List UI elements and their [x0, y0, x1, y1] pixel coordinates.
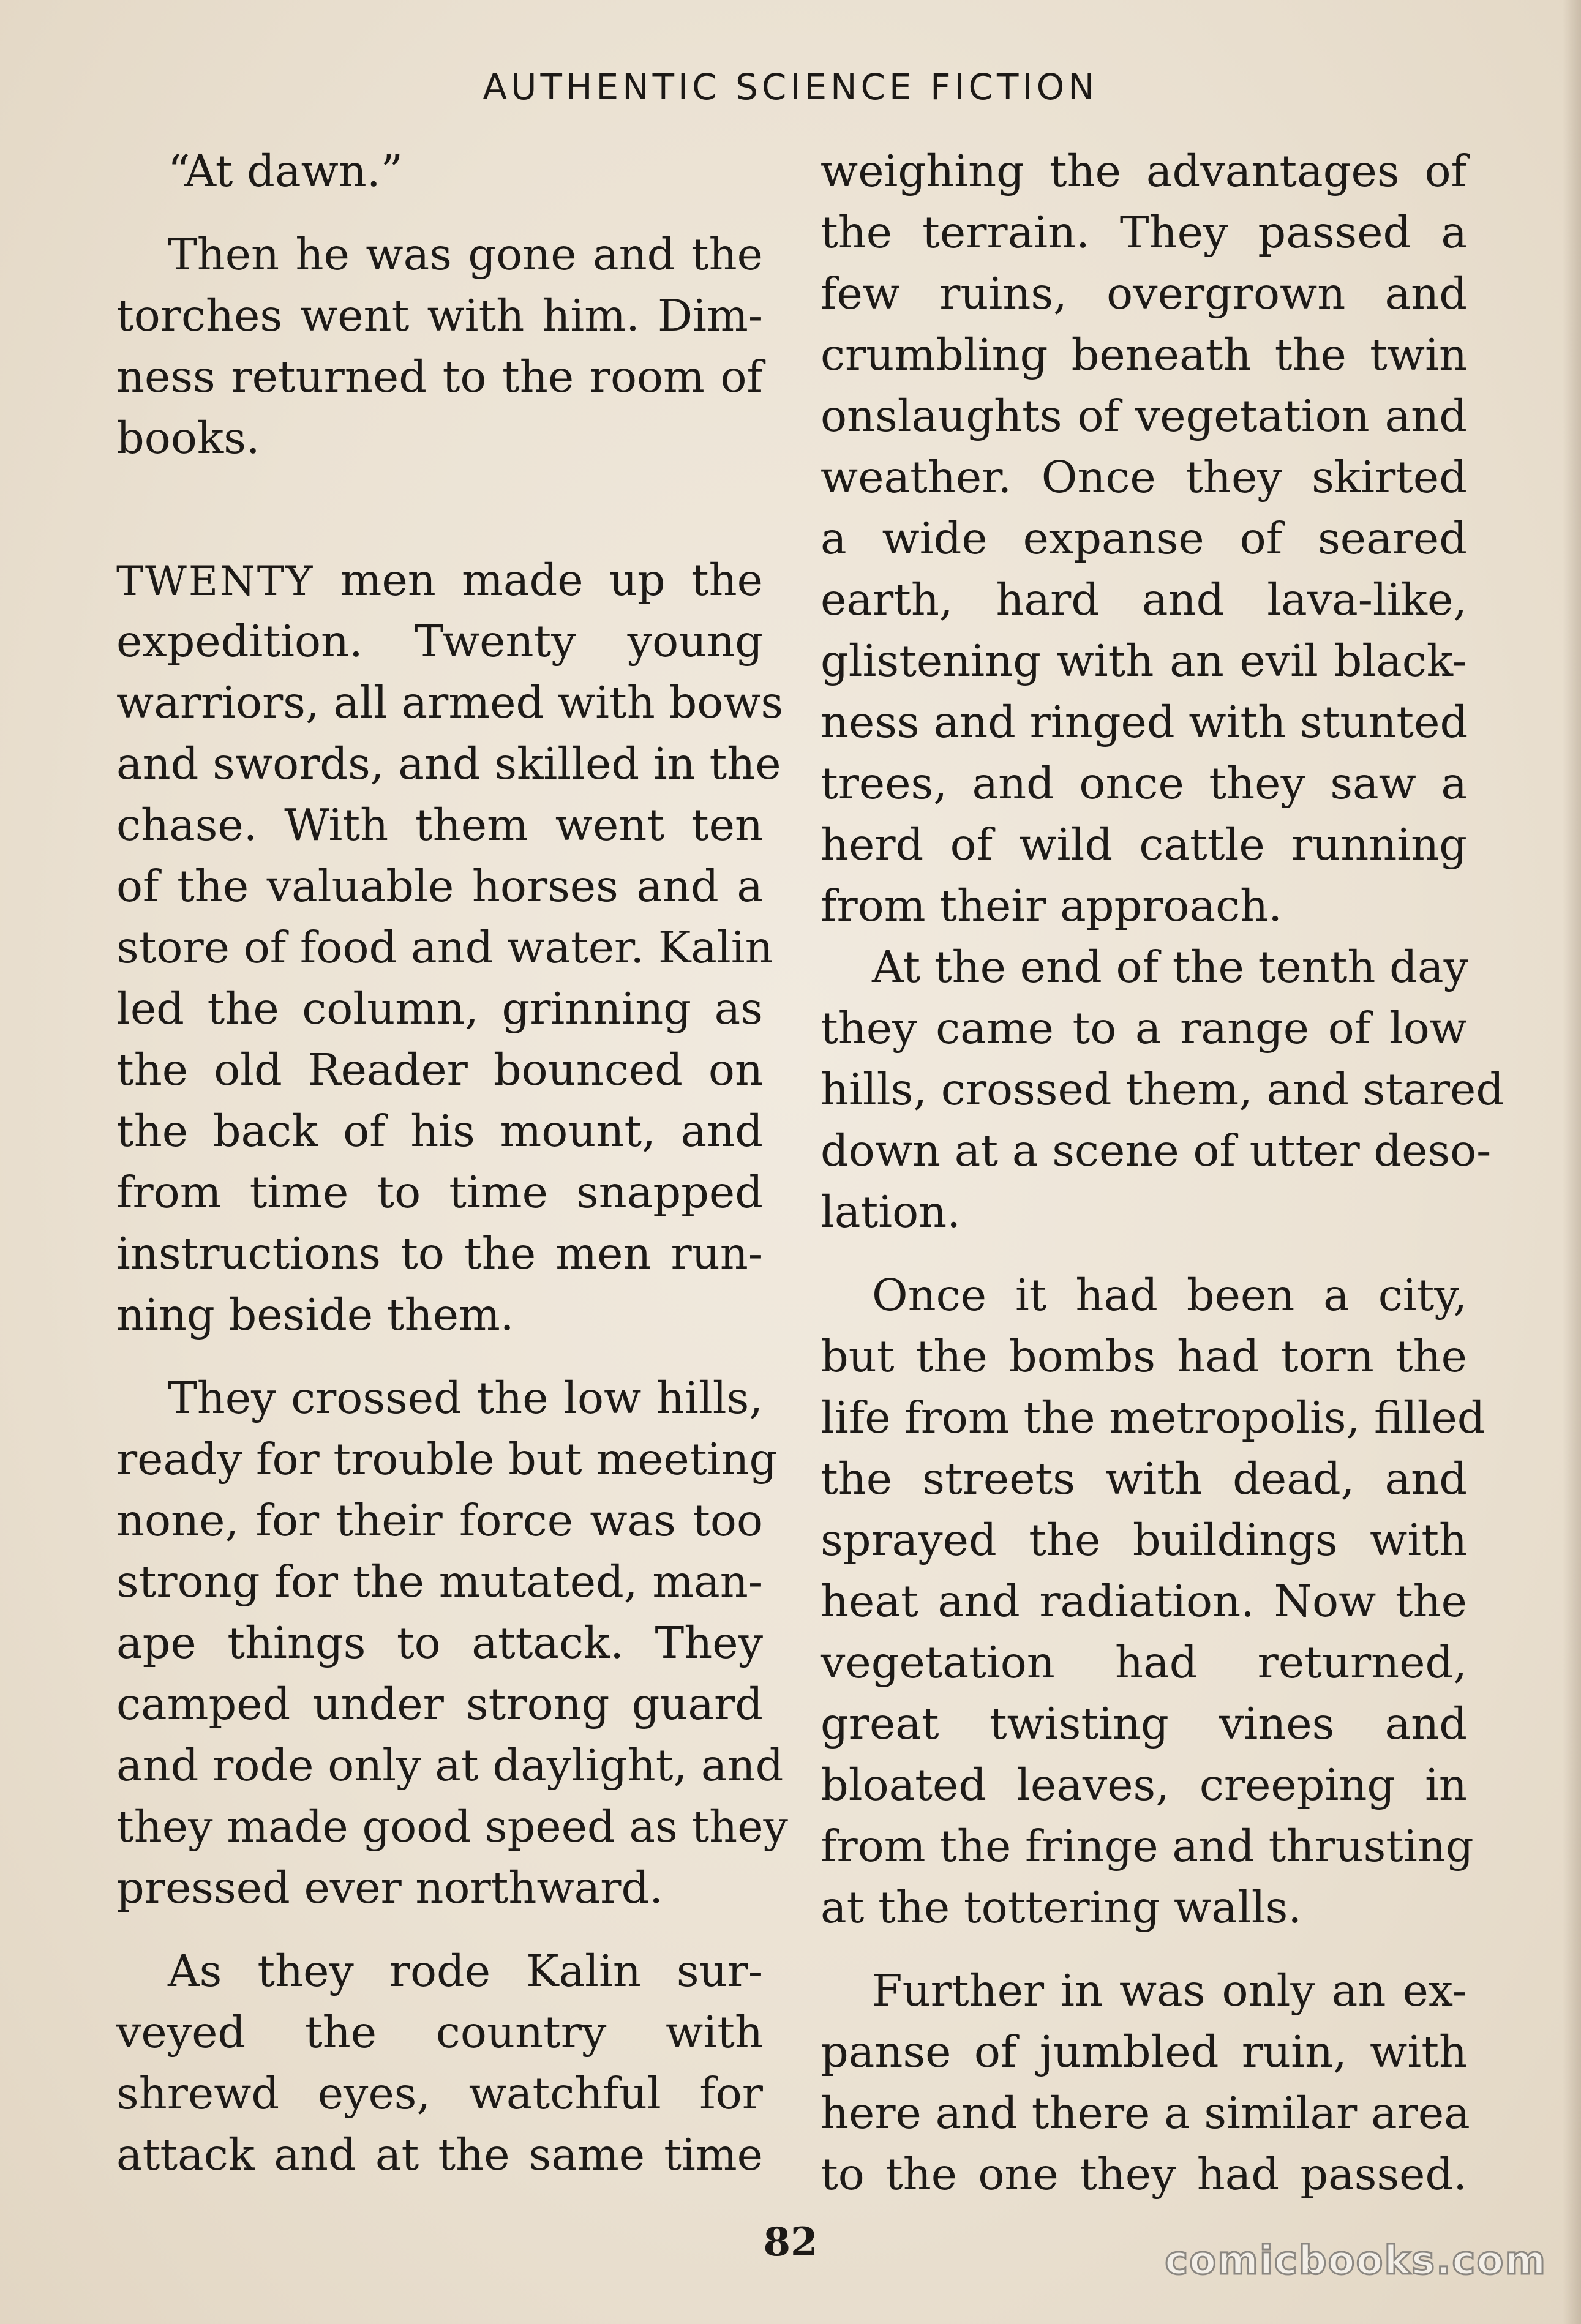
text-line: heat and radiation. Now the — [821, 1576, 1467, 1627]
text-line: ready for trouble but meeting — [116, 1434, 778, 1485]
text-line: led the column, grinning as — [116, 983, 763, 1034]
text-line: pressed ever northward. — [116, 1862, 663, 1913]
text-line: At the end of the tenth day — [872, 942, 1468, 992]
text-line: herd of wild cattle running — [821, 819, 1467, 870]
text-line: books. — [116, 413, 260, 463]
text-line: ning beside them. — [116, 1289, 514, 1340]
text-line: few ruins, overgrown and — [821, 268, 1467, 319]
paragraph — [116, 224, 763, 469]
text-line: they made good speed as they — [116, 1801, 788, 1852]
text-line: great twisting vines and — [821, 1698, 1467, 1749]
text-line: store of food and water. Kalin — [116, 922, 773, 973]
text-line: ness returned to the room of — [116, 351, 763, 402]
text-line: torches went with him. Dim- — [116, 290, 763, 341]
page-edge-shadow — [1563, 0, 1581, 2324]
paragraph — [821, 937, 1504, 1243]
text-line: the terrain. They passed a — [821, 207, 1467, 258]
text-line: down at a scene of utter deso- — [821, 1125, 1492, 1176]
section-lead-word: TWENTY — [116, 558, 315, 605]
text-line: and swords, and skilled in the — [116, 738, 781, 789]
text-line: chase. With them went ten — [116, 800, 763, 850]
text-line: instructions to the men run- — [116, 1228, 763, 1279]
text-line: from their approach. — [821, 880, 1282, 931]
text-line: a wide expanse of seared — [821, 513, 1467, 564]
text-line: but the bombs had torn the — [821, 1331, 1467, 1382]
paragraph — [116, 141, 763, 202]
text-line: Then he was gone and the — [168, 229, 763, 280]
text-line: of the valuable horses and a — [116, 861, 763, 912]
text-line: they came to a range of low — [821, 1003, 1467, 1054]
text-line: earth, hard and lava-like, — [821, 574, 1467, 625]
text-line: here and there a similar area — [821, 2088, 1470, 2138]
text-line: weather. Once they skirted — [821, 452, 1467, 503]
text-line: crumbling beneath the twin — [821, 329, 1467, 380]
text-line: the old Reader bounced on — [116, 1044, 763, 1095]
text-line: bloated leaves, creeping in — [821, 1760, 1467, 1810]
left-column — [116, 141, 788, 2186]
text-line: warriors, all armed with bows — [116, 677, 784, 728]
paragraph — [821, 1960, 1470, 2205]
text-line: and rode only at daylight, and — [116, 1740, 784, 1791]
running-header: AUTHENTIC SCIENCE FICTION — [483, 66, 1098, 108]
text-line: Further in was only an ex- — [872, 1965, 1467, 2016]
text-line: from time to time snapped — [116, 1167, 763, 1218]
text-line: hills, crossed them, and stared — [821, 1064, 1504, 1115]
text-line: at the tottering walls. — [821, 1882, 1302, 1933]
watermark-logo: comicbooks.com — [1165, 2238, 1547, 2284]
text-line: They crossed the low hills, — [168, 1373, 763, 1423]
text-line: panse of jumbled ruin, with — [821, 2026, 1467, 2077]
text-fragment: men made up the — [314, 555, 763, 605]
page-number: 82 — [763, 2219, 818, 2265]
text-line: veyed the country with — [116, 2007, 763, 2058]
text-line: glistening with an evil black- — [821, 635, 1467, 686]
text-line: the back of his mount, and — [116, 1106, 763, 1156]
paragraph — [116, 1368, 788, 1919]
right-column — [821, 141, 1504, 2205]
text-line: the streets with dead, and — [821, 1453, 1467, 1504]
text-line: As they rode Kalin sur- — [168, 1946, 763, 1996]
text-line: shrewd eyes, watchful for — [116, 2068, 763, 2119]
paragraph — [821, 1265, 1485, 1938]
text-line: “At dawn.” — [168, 146, 404, 197]
paragraph — [116, 550, 784, 1346]
paragraph — [821, 141, 1467, 937]
text-line: attack and at the same time — [116, 2129, 763, 2180]
text-line: life from the metropolis, filled — [821, 1392, 1485, 1443]
text-line: weighing the advantages of — [821, 146, 1467, 197]
text-line: onslaughts of vegetation and — [821, 391, 1467, 441]
text-line: camped under strong guard — [116, 1679, 763, 1730]
text-line: strong for the mutated, man- — [116, 1556, 763, 1607]
text-line: vegetation had returned, — [821, 1637, 1467, 1688]
text-line: ness and ringed with stunted — [821, 697, 1468, 748]
text-line: trees, and once they saw a — [821, 758, 1467, 809]
text-line: none, for their force was too — [116, 1495, 763, 1546]
text-line: sprayed the buildings with — [821, 1515, 1467, 1565]
text-line: from the fringe and thrusting — [821, 1821, 1474, 1872]
paragraph — [116, 1941, 763, 2186]
text-line: to the one they had passed. — [821, 2149, 1467, 2200]
text-line — [116, 550, 763, 611]
text-line: lation. — [821, 1186, 961, 1237]
text-line: Once it had been a city, — [872, 1270, 1467, 1321]
text-line: expedition. Twenty young — [116, 616, 763, 667]
text-line: ape things to attack. They — [116, 1617, 763, 1668]
